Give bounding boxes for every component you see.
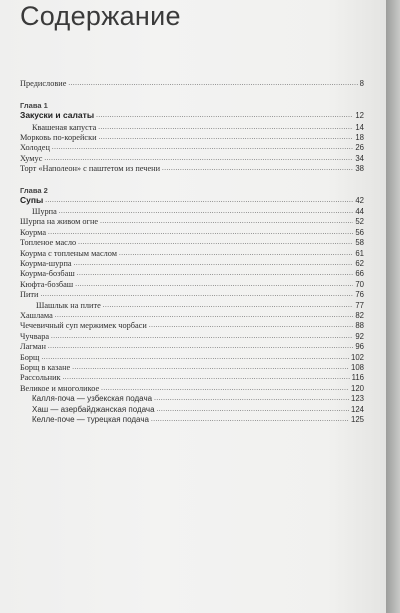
toc-entry <box>20 163 364 174</box>
toc-page-number: 125 <box>350 415 364 424</box>
toc-entry <box>20 383 364 394</box>
toc-page-number: 56 <box>355 227 364 237</box>
dot-leader <box>162 163 353 174</box>
toc-entry <box>20 341 364 352</box>
toc-entry-label: Великое и многоликое <box>20 383 100 393</box>
toc-page-number: 120 <box>350 383 364 393</box>
toc-entry <box>20 352 364 363</box>
dot-leader <box>63 372 350 383</box>
toc-entry-label: Борщ <box>20 352 40 362</box>
dot-leader <box>45 195 353 206</box>
toc-page-number: 61 <box>355 248 364 258</box>
toc-entry-label: Лагман <box>20 342 46 352</box>
toc-entry <box>20 237 364 248</box>
toc-entry <box>36 300 364 311</box>
toc-entry-label: Коурма с топленым маслом <box>20 248 118 258</box>
dot-leader <box>48 341 353 352</box>
dot-leader <box>72 362 349 373</box>
toc-entry-label: Хумус <box>20 153 43 163</box>
toc-page-number: 88 <box>355 321 364 331</box>
toc-page-number: 34 <box>355 153 364 163</box>
toc-entry <box>20 216 364 227</box>
toc-page-number: 108 <box>350 363 364 372</box>
toc-page-number: 77 <box>355 300 364 310</box>
toc-section-heading <box>20 195 364 206</box>
dot-leader <box>149 320 354 331</box>
toc-page-number: 14 <box>355 123 364 132</box>
toc-page-number: 8 <box>359 79 364 88</box>
chapter-label: Глава 1 <box>20 101 48 110</box>
toc-page-number: 66 <box>355 269 364 279</box>
toc-page-number: 44 <box>355 207 364 216</box>
toc-entry <box>32 414 364 425</box>
toc-entry <box>20 248 364 259</box>
toc-entry-label: Квашеная капуста <box>32 123 97 132</box>
dot-leader <box>41 289 354 300</box>
dot-leader <box>77 268 354 279</box>
toc-entry-label: Торт «Наполеон» с паштетом из печени <box>20 163 161 173</box>
dot-leader <box>55 310 354 321</box>
toc-entry <box>20 310 364 321</box>
toc-entry-label: Супы <box>20 195 44 205</box>
toc-entry-label: Коурма-шурпа <box>20 259 72 268</box>
dot-leader <box>48 227 353 238</box>
toc-page-number: 92 <box>355 331 364 341</box>
toc-page-number: 52 <box>355 217 364 227</box>
toc-entry-label: Холодец <box>20 143 50 153</box>
toc-entry-label: Коурма <box>20 227 47 237</box>
toc-entry <box>20 331 364 342</box>
toc-page-number: 96 <box>355 342 364 352</box>
toc-entry-label: Хаш — азербайджанская подача <box>32 404 155 414</box>
toc-page-number: 42 <box>355 196 364 205</box>
chapter-label: Глава 2 <box>20 186 48 195</box>
toc-page-number: 102 <box>350 352 364 362</box>
toc-page-number: 116 <box>351 373 364 383</box>
toc-entry <box>20 258 364 269</box>
toc-entry-label: Топленое масло <box>20 238 77 248</box>
toc-entry-label: Предисловие <box>20 79 67 88</box>
toc-page-number: 12 <box>355 111 364 120</box>
toc-entry-label: Пити <box>20 290 39 300</box>
toc-entry <box>32 393 364 404</box>
page-title: Содержание <box>20 1 181 31</box>
toc-page-number: 70 <box>355 279 364 289</box>
dot-leader <box>41 352 349 363</box>
toc-entry <box>20 227 364 238</box>
toc-entry-label: Борщ в казане <box>20 363 71 372</box>
toc-entry-label: Закуски и салаты <box>20 110 95 120</box>
dot-leader <box>157 404 349 415</box>
toc-entry-label: Рассольник <box>20 373 61 383</box>
toc-page-number: 38 <box>355 163 364 173</box>
toc-entry-label: Шурпа <box>32 207 57 216</box>
toc-entry <box>32 404 364 415</box>
toc-entry-label: Шурпа на живом огне <box>20 217 99 227</box>
dot-leader <box>100 216 353 227</box>
toc-entry <box>20 289 364 300</box>
toc-entry <box>20 320 364 331</box>
toc-page-number: 26 <box>355 143 364 153</box>
dot-leader <box>96 110 353 121</box>
toc-page-number: 76 <box>355 290 364 300</box>
toc-entry <box>20 279 364 290</box>
dot-leader <box>151 414 349 425</box>
toc-page-number: 58 <box>355 238 364 248</box>
toc-page-number: 62 <box>355 259 364 268</box>
dot-leader <box>101 383 349 394</box>
dot-leader <box>51 331 353 342</box>
dot-leader <box>75 279 353 290</box>
toc-entry-label: Чечевичный суп мержимек чорбаси <box>20 321 147 331</box>
dot-leader <box>103 300 354 311</box>
toc-entry-preface <box>20 78 364 89</box>
dot-leader <box>154 393 349 404</box>
toc-entry-label: Кюфта-бозбаш <box>20 279 74 289</box>
dot-leader <box>59 206 354 217</box>
toc-entry-label: Хашлама <box>20 311 53 320</box>
toc-entry-label: Шашлык на плите <box>36 300 101 310</box>
book-page-edge <box>386 0 400 613</box>
toc-page-number: 123 <box>350 394 364 404</box>
toc-page-number: 18 <box>355 133 364 143</box>
dot-leader <box>78 237 353 248</box>
toc-entry-label: Коурма-бозбаш <box>20 269 75 279</box>
toc-page-number: 82 <box>355 311 364 320</box>
toc-page-number: 124 <box>350 404 364 414</box>
toc-entry <box>20 372 364 383</box>
toc-section-heading <box>20 110 364 121</box>
toc-entry-label: Калля-поча — узбекская подача <box>32 394 153 404</box>
dot-leader <box>68 78 357 89</box>
dot-leader <box>74 258 354 269</box>
toc-entry-label: Морковь по-корейски <box>20 133 97 143</box>
toc-entry <box>20 362 364 373</box>
toc-entry-label: Келле-поче — турецкая подача <box>32 415 149 424</box>
toc-entry <box>32 206 364 217</box>
toc-entry-label: Чучвара <box>20 331 50 341</box>
dot-leader <box>119 248 353 259</box>
toc-entry <box>20 268 364 279</box>
